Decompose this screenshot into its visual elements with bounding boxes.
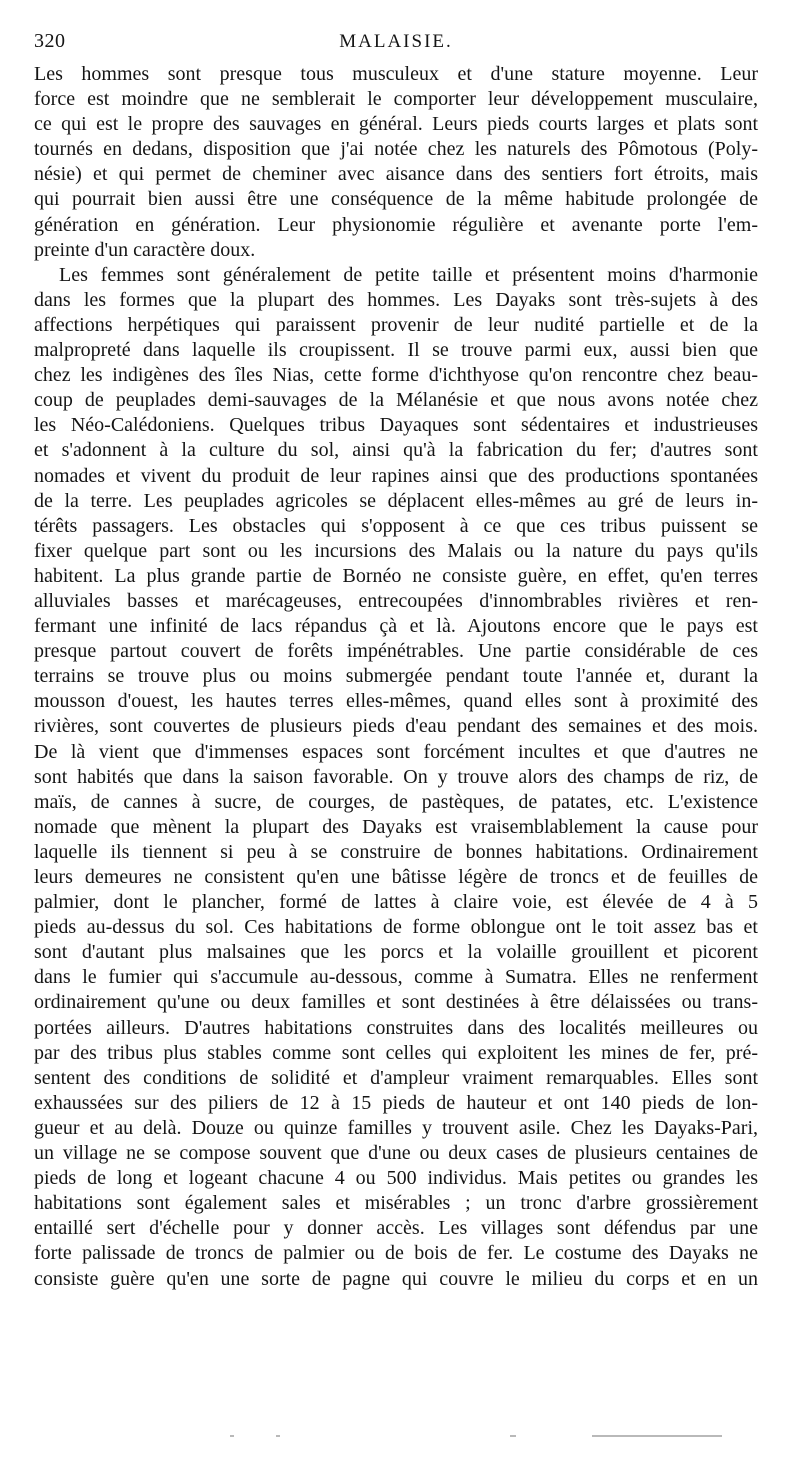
scan-mark bbox=[592, 1435, 722, 1437]
text-line: maïs, de cannes à sucre, de courges, de pastèques, de patates, etc. L'existence bbox=[34, 790, 758, 813]
running-title: MALAISIE. bbox=[339, 31, 453, 52]
running-head bbox=[34, 30, 758, 60]
text-line: ce qui est le propre des sauvages en général. Leurs pieds courts larges et plats sont bbox=[34, 113, 758, 136]
text-line: coup de peuplades demi-sauvages de la Mélanésie et que nous avons notée chez bbox=[34, 389, 758, 412]
text-line: dans les formes que la plupart des hommes. Les Dayaks sont très-sujets à des bbox=[34, 288, 758, 311]
text-line: consiste guère qu'en une sorte de pagne qui couvre le milieu du corps et en un bbox=[34, 1267, 758, 1290]
text-line: force est moindre que ne semblerait le comporter leur développement musculaire, bbox=[34, 88, 758, 111]
text-line: laquelle ils tiennent si peu à se construire de bonnes habitations. Ordinairement bbox=[34, 840, 758, 863]
text-line: mousson d'ouest, les hautes terres elles-mêmes, quand elles sont à proximité des bbox=[34, 690, 758, 713]
text-line: Les femmes sont généralement de petite taille et présentent moins d'harmonie bbox=[59, 263, 758, 286]
show-through-marks bbox=[220, 1432, 760, 1440]
text-line: malpropreté dans laquelle ils croupissent. Il se trouve parmi eux, aussi bien que bbox=[34, 339, 758, 362]
text-line: alluviales basses et marécageuses, entrecoupées d'innombrables rivières et ren- bbox=[34, 589, 758, 612]
text-line: nomades et vivent du produit de leur rapines ainsi que des productions spontanées bbox=[34, 464, 758, 487]
text-line: un village ne se compose souvent que d'une ou deux cases de plusieurs centaines de bbox=[34, 1142, 758, 1165]
text-line: tournés en dedans, disposition que j'ai notée chez les naturels des Pômotous (Poly- bbox=[34, 138, 758, 161]
scan-mark bbox=[510, 1435, 516, 1437]
text-line: exhaussées sur des piliers de 12 à 15 pieds de hauteur et ont 140 pieds de lon- bbox=[34, 1091, 758, 1114]
text-line: presque partout couvert de forêts impénétrables. Une partie considérable de ces bbox=[34, 640, 758, 663]
text-line: de la terre. Les peuplades agricoles se déplacent elles-mêmes au gré de leurs in- bbox=[34, 489, 758, 512]
text-line: qui pourrait bien aussi être une conséquence de la même habitude prolongée de bbox=[34, 188, 758, 211]
text-line: Les hommes sont presque tous musculeux et d'une stature moyenne. Leur bbox=[34, 63, 758, 85]
text-line: térêts passagers. Les obstacles qui s'opposent à ce que ces tribus puissent se bbox=[34, 514, 758, 537]
text-line: sentent des conditions de solidité et d'ampleur vraiment remarquables. Elles sont bbox=[34, 1066, 758, 1089]
text-line: nomade que mènent la plupart des Dayaks est vraisemblablement la cause pour bbox=[34, 815, 758, 838]
scan-mark bbox=[230, 1435, 234, 1437]
body-text bbox=[34, 62, 758, 1292]
text-line: preinte d'un caractère doux. bbox=[34, 238, 256, 261]
text-line: pieds de long et logeant chacune 4 ou 500 individus. Mais petites ou grandes les bbox=[34, 1167, 758, 1190]
text-line: rivières, sont couvertes de plusieurs pieds d'eau pendant des semaines et des mois. bbox=[34, 715, 758, 738]
text-line: habitations sont également sales et misérables ; un tronc d'arbre grossièrement bbox=[34, 1192, 758, 1215]
text-line: palmier, dont le plancher, formé de lattes à claire voie, est élevée de 4 à 5 bbox=[34, 891, 758, 914]
text-line: forte palissade de troncs de palmier ou de bois de fer. Le costume des Dayaks ne bbox=[34, 1242, 758, 1265]
text-line: pieds au-dessus du sol. Ces habitations de forme oblongue ont le toit assez bas et bbox=[34, 916, 758, 939]
text-line: par des tribus plus stables comme sont celles qui exploitent les mines de fer, pré- bbox=[34, 1041, 758, 1064]
text-line: portées ailleurs. D'autres habitations construites dans des localités meilleures ou bbox=[34, 1016, 758, 1039]
text-line: leurs demeures ne consistent qu'en une bâtisse légère de troncs et de feuilles de bbox=[34, 866, 758, 888]
text-line: fixer quelque part sont ou les incursions des Malais ou la nature du pays qu'ils bbox=[34, 539, 758, 562]
text-line: sont habités que dans la saison favorable. On y trouve alors des champs de riz, de bbox=[34, 765, 758, 788]
text-line: génération en génération. Leur physionomie régulière et avenante porte l'em- bbox=[34, 213, 758, 236]
text-line: gueur et au delà. Douze ou quinze familles y trouvent asile. Chez les Dayaks-Pari, bbox=[34, 1116, 758, 1139]
text-line: les Néo-Calédoniens. Quelques tribus Dayaques sont sédentaires et industrieuses bbox=[34, 414, 758, 437]
text-line: terrains se trouve plus ou moins submergée pendant toute l'année et, durant la bbox=[34, 665, 758, 688]
page-number: 320 bbox=[34, 30, 66, 52]
text-line: sont d'autant plus malsaines que les porcs et la volaille grouillent et picorent bbox=[34, 941, 758, 964]
text-line: nésie) et qui permet de cheminer avec aisance dans des sentiers fort étroits, mais bbox=[34, 163, 758, 186]
text-line: chez les indigènes des îles Nias, cette forme d'ichthyose qu'on rencontre chez beau- bbox=[34, 364, 758, 387]
text-line: habitent. La plus grande partie de Bornéo ne consiste guère, en effet, qu'en terres bbox=[34, 564, 758, 587]
text-line: affections herpétiques qui paraissent provenir de leur nudité partielle et de la bbox=[34, 313, 758, 336]
scan-mark bbox=[276, 1435, 280, 1437]
text-line: et s'adonnent à la culture du sol, ainsi qu'à la fabrication du fer; d'autres sont bbox=[34, 439, 758, 462]
text-line: entaillé sert d'échelle pour y donner accès. Les villages sont défendus par une bbox=[34, 1217, 758, 1240]
text-line: De là vient que d'immenses espaces sont forcément incultes et que d'autres ne bbox=[34, 740, 758, 763]
text-line: ordinairement qu'une ou deux familles et sont destinées à être délaissées ou trans- bbox=[34, 991, 758, 1014]
text-line: dans le fumier qui s'accumule au-dessous, comme à Sumatra. Elles ne renferment bbox=[34, 966, 758, 989]
text-line: fermant une infinité de lacs répandus çà et là. Ajoutons encore que le pays est bbox=[34, 615, 758, 638]
